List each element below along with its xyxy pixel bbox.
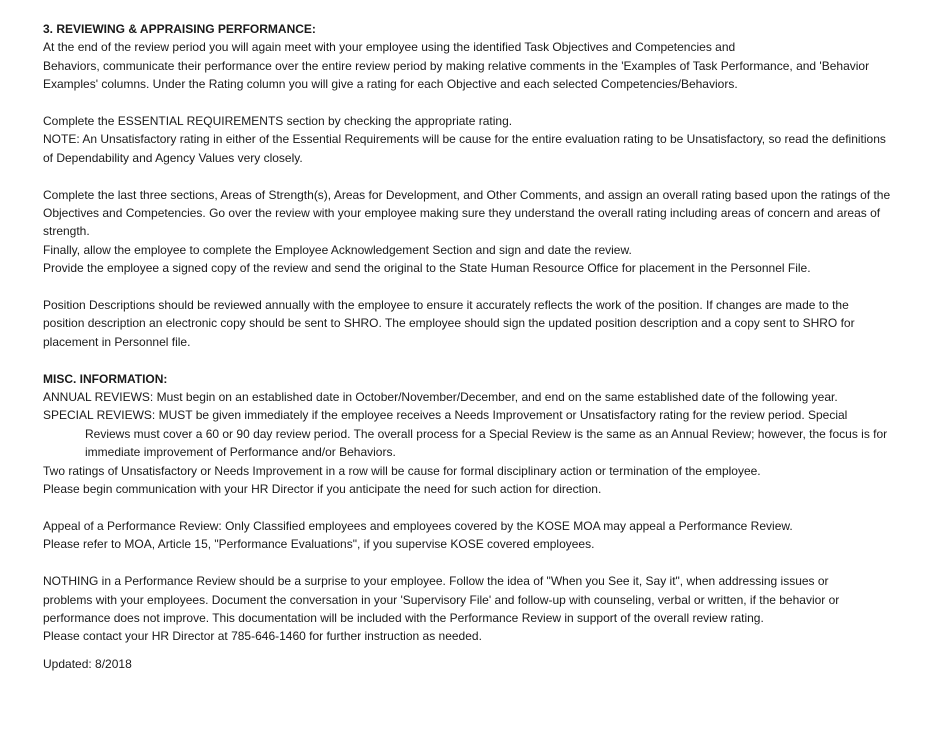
- text-line: strength.: [43, 224, 90, 239]
- section-heading: 3. REVIEWING & APPRAISING PERFORMANCE:: [43, 22, 316, 36]
- text-line: performance does not improve. This documentation will be included with the Performance Review in support of the overall review rating.: [43, 610, 764, 625]
- updated-date: Updated: 8/2018: [43, 656, 132, 671]
- spacer: [43, 351, 913, 369]
- text-line: Please refer to MOA, Article 15, "Performance Evaluations", if you supervise KOSE covered employees.: [43, 537, 595, 552]
- special-reviews-text: SPECIAL REVIEWS: MUST be given immediately if the employee receives a Needs Improvement or Unsatisfactory rating for the review period. Special: [43, 408, 848, 423]
- spacer: [43, 94, 913, 112]
- paragraph-position-descriptions: [43, 296, 913, 351]
- paragraph-last-sections: [43, 186, 913, 278]
- spacer: [43, 167, 913, 185]
- spacer: [43, 554, 913, 572]
- text-line: problems with your employees. Document the conversation in your 'Supervisory File' and follow-up with counseling, verbal or written, if the behavior or: [43, 592, 840, 607]
- text-line: Behaviors, communicate their performance over the entire review period by making relative comments in the 'Examples of Task Performance, and 'Behavior: [43, 58, 870, 73]
- text-line: NOTHING in a Performance Review should be a surprise to your employee. Follow the idea of "When you See it, Say it", when addressing issues or: [43, 574, 829, 589]
- text-line: Objectives and Competencies. Go over the review with your employee making sure they understand the overall rating including areas of concern and areas of: [43, 206, 881, 221]
- text-line: Complete the last three sections, Areas of Strength(s), Areas for Development, and Other Comments, and assign an overall rating based upon the ratings of the: [43, 187, 891, 202]
- text-line: Please contact your HR Director at 785-646-1460 for further instruction as needed.: [43, 629, 482, 644]
- begin-communication-text: Please begin communication with your HR Director if you anticipate the need for such action for direction.: [43, 482, 602, 497]
- spacer: [43, 499, 913, 517]
- paragraph-review-meeting: [43, 38, 913, 93]
- text-line: placement in Personnel file.: [43, 334, 191, 349]
- spacer: [43, 278, 913, 296]
- text-line: Complete the ESSENTIAL REQUIREMENTS section by checking the appropriate rating.: [43, 114, 513, 129]
- document-body: [43, 20, 913, 673]
- annual-reviews-text: ANNUAL REVIEWS: Must begin on an established date in October/November/December, and end on the same established date of the following year.: [43, 390, 838, 405]
- text-line: position description an electronic copy should be sent to SHRO. The employee should sign the updated position description and a copy sent to SHRO for: [43, 316, 855, 331]
- text-line: Finally, allow the employee to complete the Employee Acknowledgement Section and sign and date the review.: [43, 242, 632, 257]
- misc-information: [43, 388, 913, 498]
- text-line: Appeal of a Performance Review: Only Classified employees and employees covered by the KOSE MOA may appeal a Performance Review.: [43, 518, 793, 533]
- text-line: Provide the employee a signed copy of the review and send the original to the State Human Resource Office for placement in the Personnel File.: [43, 261, 811, 276]
- special-reviews-continued: Reviews must cover a 60 or 90 day review period. The overall process for a Special Review is the same as an Annual Review; however, the focus is for: [85, 426, 888, 441]
- special-reviews-continued: immediate improvement of Performance and/or Behaviors.: [85, 445, 396, 460]
- text-line: Position Descriptions should be reviewed annually with the employee to ensure it accurately reflects the work of the position. If changes are made to the: [43, 298, 849, 313]
- paragraph-appeal: [43, 517, 913, 554]
- text-line: At the end of the review period you will again meet with your employee using the identified Task Objectives and Competencies and: [43, 40, 736, 55]
- paragraph-essential-requirements: [43, 112, 913, 167]
- two-ratings-text: Two ratings of Unsatisfactory or Needs Improvement in a row will be cause for formal disciplinary action or termination of the employee.: [43, 463, 761, 478]
- text-line: Examples' columns. Under the Rating column you will give a rating for each Objective and each selected Competencies/Behaviors.: [43, 77, 738, 92]
- text-line: of Dependability and Agency Values very closely.: [43, 150, 303, 165]
- text-line: NOTE: An Unsatisfactory rating in either of the Essential Requirements will be cause for the entire evaluation rating to be Unsatisfactory, so read the definitions: [43, 132, 886, 147]
- paragraph-no-surprise: [43, 572, 913, 646]
- misc-heading: MISC. INFORMATION:: [43, 371, 168, 386]
